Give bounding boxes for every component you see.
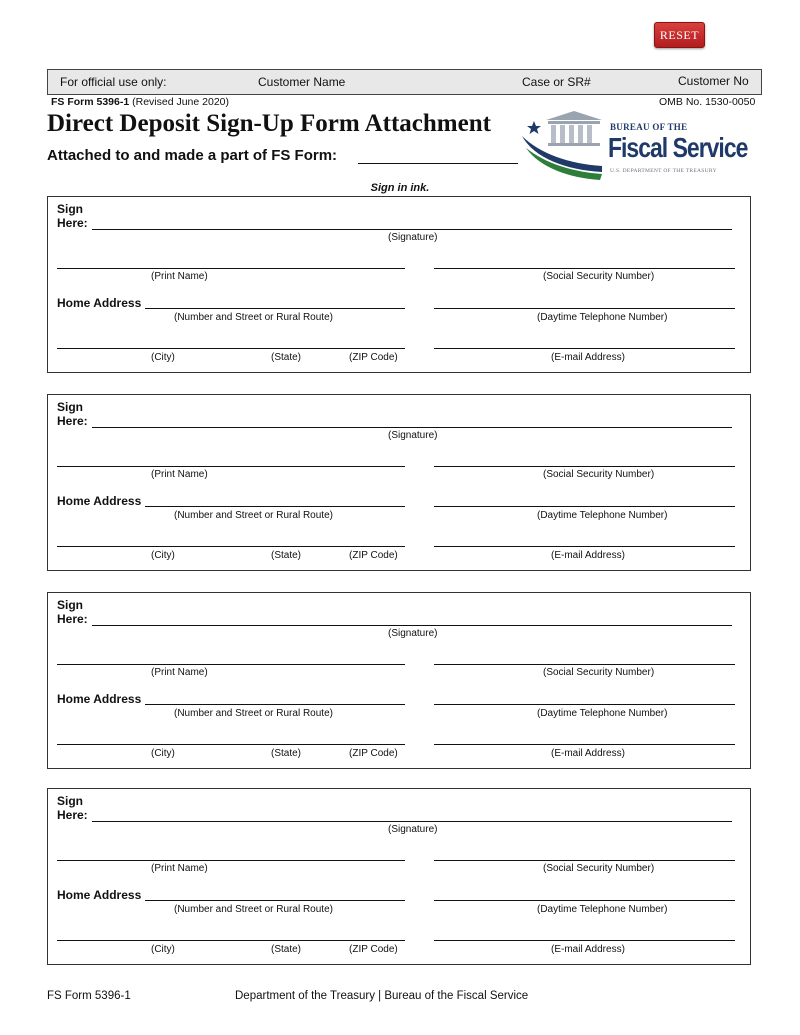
sign-label: Sign [57,202,83,216]
zip-caption: (ZIP Code) [349,352,398,363]
signature-caption: (Signature) [388,824,438,835]
case-sr-field[interactable]: Case or SR# [522,75,591,89]
phone-field[interactable] [434,506,735,507]
signature-block [47,196,751,373]
home-address-label: Home Address [57,296,142,310]
phone-caption: (Daytime Telephone Number) [537,708,668,719]
ssn-caption: (Social Security Number) [543,469,655,480]
sign-label: Sign [57,598,83,612]
here-label: Here: [57,216,88,230]
home-address-label: Home Address [57,692,142,706]
city-state-zip-field[interactable] [57,546,405,547]
logo-dept-text: U.S. DEPARTMENT OF THE TREASURY [610,168,717,174]
home-address-label: Home Address [57,494,142,508]
email-caption: (E-mail Address) [551,352,625,363]
ssn-field[interactable] [434,268,735,269]
city-caption: (City) [151,944,175,955]
fs-form-number-field[interactable] [358,163,518,164]
print-name-field[interactable] [57,268,405,269]
email-field[interactable] [434,348,735,349]
reset-button[interactable]: RESET [654,22,705,48]
signature-block [47,592,751,769]
print-name-field[interactable] [57,860,405,861]
logo-bureau-text: BUREAU OF THE [610,122,688,132]
page-title: Direct Deposit Sign-Up Form Attachment [47,110,491,137]
ssn-field[interactable] [434,664,735,665]
footer-department: Department of the Treasury | Bureau of the Fiscal Service [235,990,529,1002]
home-address-label: Home Address [57,888,142,902]
signature-field[interactable] [92,625,732,626]
phone-caption: (Daytime Telephone Number) [537,510,668,521]
footer-form-id: FS Form 5396-1 [47,990,131,1002]
print-name-caption: (Print Name) [151,863,208,874]
city-caption: (City) [151,352,175,363]
email-caption: (E-mail Address) [551,944,625,955]
street-field[interactable] [145,506,405,507]
signature-caption: (Signature) [388,232,438,243]
email-field[interactable] [434,546,735,547]
email-field[interactable] [434,744,735,745]
ssn-field[interactable] [434,466,735,467]
fiscal-service-logo [520,106,760,182]
street-field[interactable] [145,308,405,309]
ssn-caption: (Social Security Number) [543,863,655,874]
signature-field[interactable] [92,427,732,428]
street-caption: (Number and Street or Rural Route) [174,312,333,323]
city-state-zip-field[interactable] [57,744,405,745]
customer-no-field[interactable]: Customer No [678,74,749,88]
state-caption: (State) [271,550,302,561]
here-label: Here: [57,414,88,428]
official-use-label: For official use only: [60,75,167,89]
omb-number: OMB No. 1530-0050 [659,96,756,108]
customer-name-field[interactable]: Customer Name [258,75,346,89]
print-name-caption: (Print Name) [151,469,208,480]
signature-block [47,788,751,965]
signature-caption: (Signature) [388,430,438,441]
signature-block [47,394,751,571]
phone-caption: (Daytime Telephone Number) [537,904,668,915]
ssn-caption: (Social Security Number) [543,667,655,678]
signature-field[interactable] [92,821,732,822]
ssn-field[interactable] [434,860,735,861]
subtitle: Attached to and made a part of FS Form: [47,147,338,164]
here-label: Here: [57,612,88,626]
ssn-caption: (Social Security Number) [543,271,655,282]
street-caption: (Number and Street or Rural Route) [174,708,333,719]
sign-in-ink-note: Sign in ink. [370,182,430,194]
logo-fiscal-service-text: Fiscal Service [608,132,748,163]
print-name-caption: (Print Name) [151,667,208,678]
print-name-caption: (Print Name) [151,271,208,282]
official-use-bar [47,69,762,95]
state-caption: (State) [271,944,302,955]
phone-field[interactable] [434,900,735,901]
zip-caption: (ZIP Code) [349,748,398,759]
street-field[interactable] [145,900,405,901]
sign-label: Sign [57,400,83,414]
signature-caption: (Signature) [388,628,438,639]
phone-field[interactable] [434,704,735,705]
state-caption: (State) [271,748,302,759]
form-id: FS Form 5396-1 (Revised June 2020) [51,96,230,108]
zip-caption: (ZIP Code) [349,944,398,955]
street-caption: (Number and Street or Rural Route) [174,510,333,521]
street-caption: (Number and Street or Rural Route) [174,904,333,915]
print-name-field[interactable] [57,664,405,665]
city-caption: (City) [151,550,175,561]
city-state-zip-field[interactable] [57,940,405,941]
street-field[interactable] [145,704,405,705]
signature-field[interactable] [92,229,732,230]
city-state-zip-field[interactable] [57,348,405,349]
state-caption: (State) [271,352,302,363]
sign-label: Sign [57,794,83,808]
zip-caption: (ZIP Code) [349,550,398,561]
phone-caption: (Daytime Telephone Number) [537,312,668,323]
phone-field[interactable] [434,308,735,309]
email-field[interactable] [434,940,735,941]
email-caption: (E-mail Address) [551,748,625,759]
city-caption: (City) [151,748,175,759]
email-caption: (E-mail Address) [551,550,625,561]
print-name-field[interactable] [57,466,405,467]
here-label: Here: [57,808,88,822]
